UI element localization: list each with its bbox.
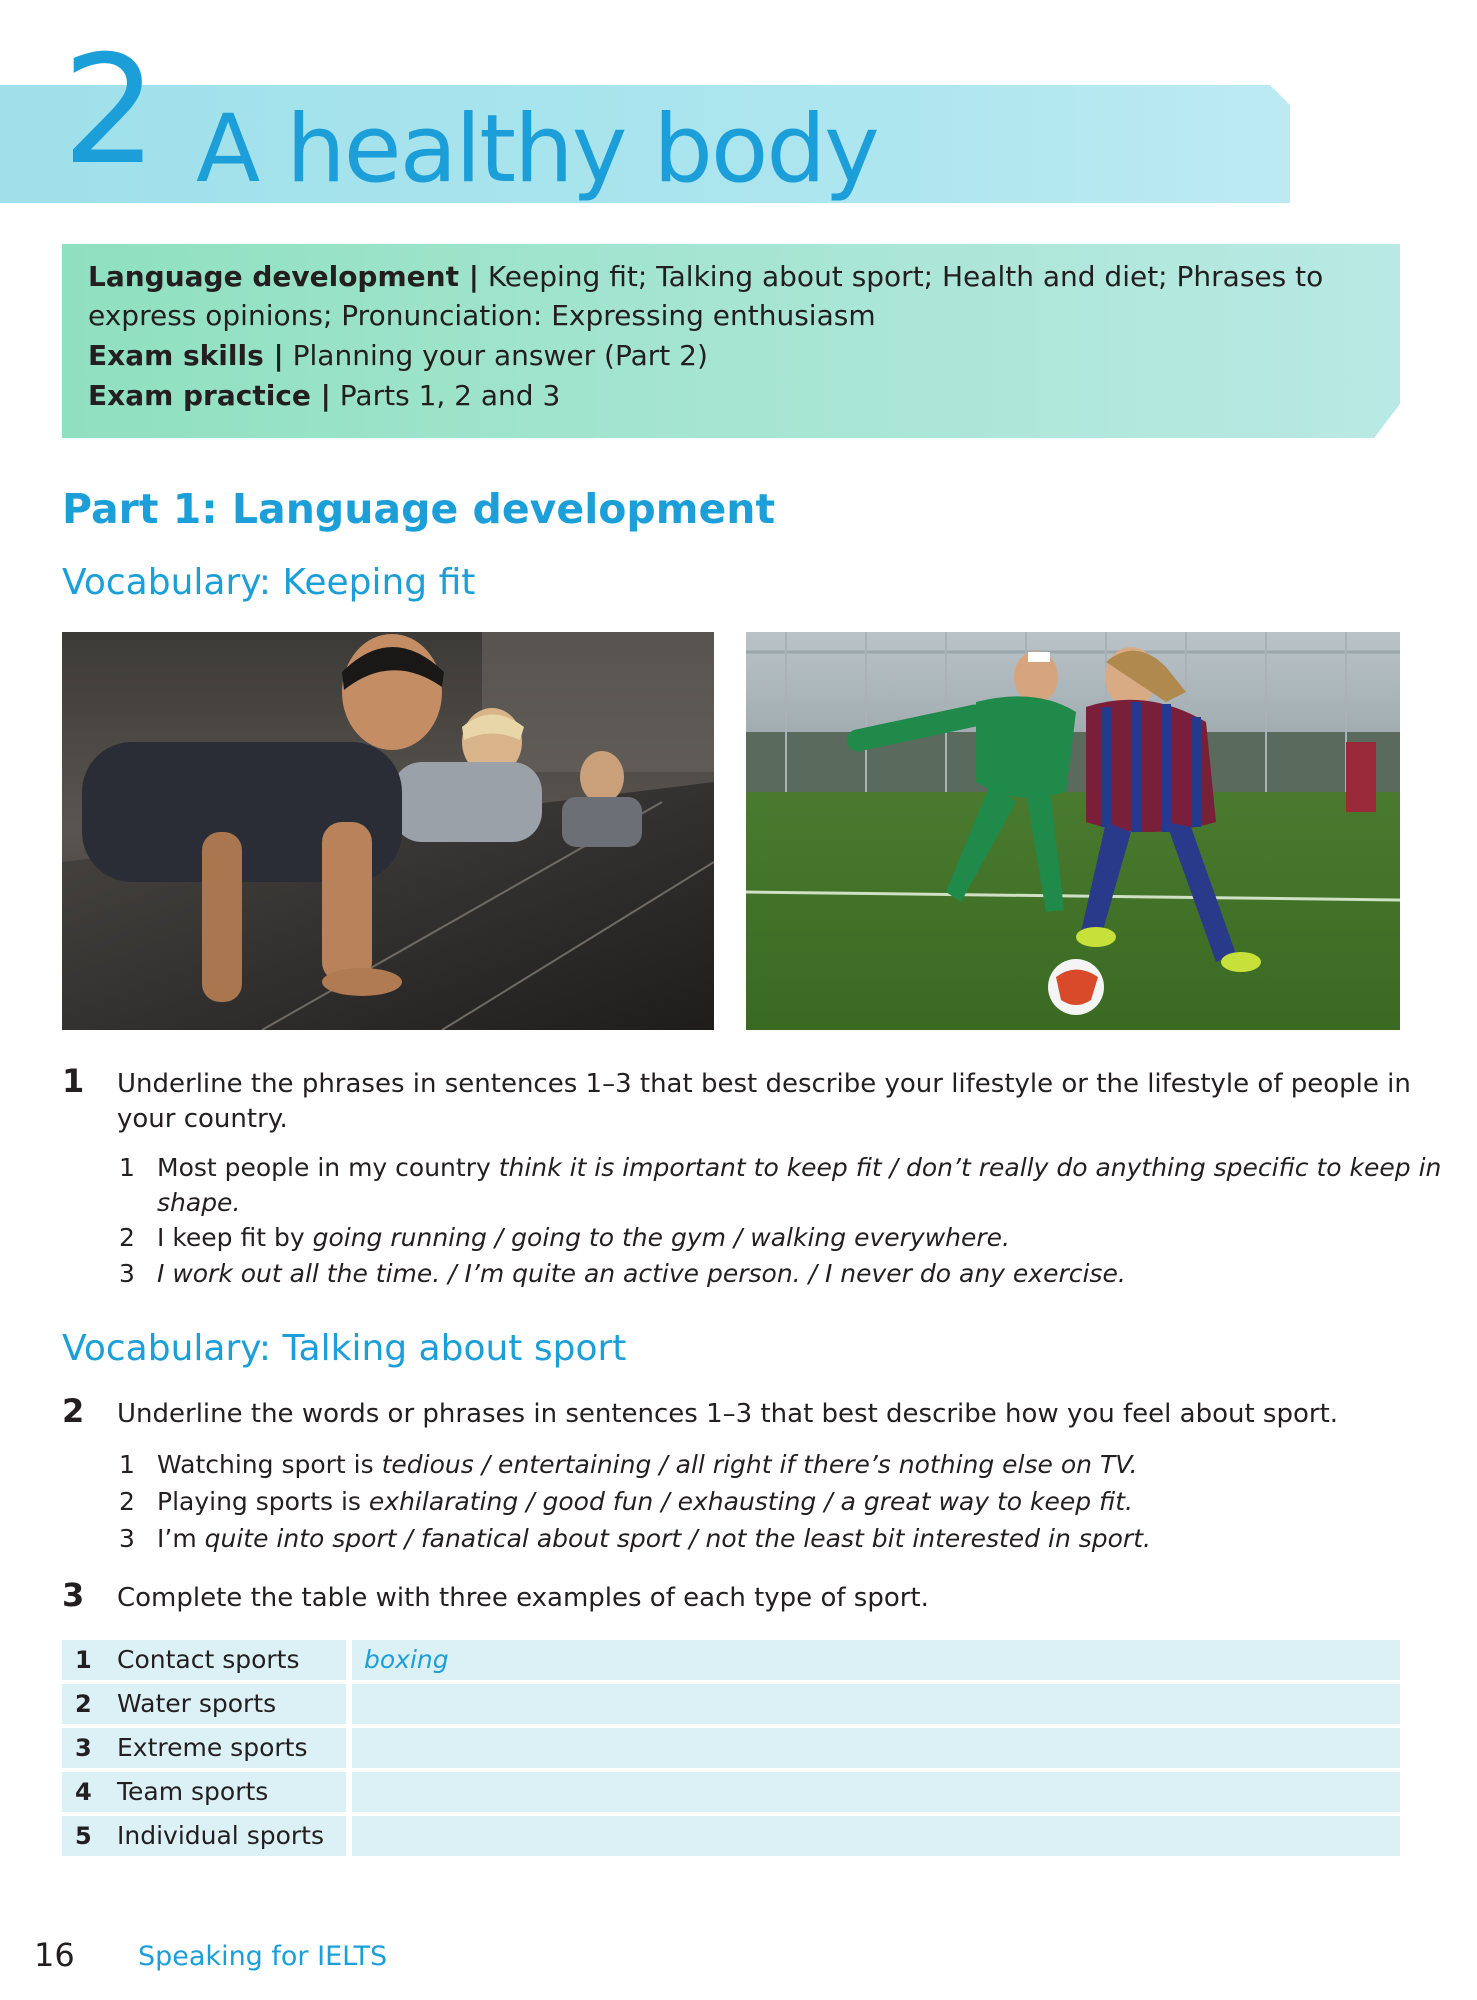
exercise-1-instruction: Underline the phrases in sentences 1–3 that best describe your lifestyle or the lifestyle of people in (117, 1069, 1411, 1099)
exercise-2-number: 2 (62, 1392, 85, 1430)
row-number: 4 (75, 1778, 92, 1806)
vocab-keeping-fit-heading: Vocabulary: Keeping fit (62, 562, 476, 603)
answer-cell-water[interactable] (352, 1684, 1400, 1724)
football-photo (746, 632, 1400, 1030)
exercise-3-instruction: Complete the table with three examples of each type of sport. (117, 1583, 929, 1613)
exercise-2-item-1: Watching sport is tedious / entertaining / all right if there’s nothing else on TV. (157, 1450, 1138, 1479)
exercise-1-item-3: I work out all the time. / I’m quite an active person. / I never do any exercise. (157, 1259, 1126, 1288)
part-heading: Part 1: Language development (62, 485, 776, 533)
row-number: 2 (75, 1690, 92, 1718)
exercise-1-item-2-number: 2 (119, 1223, 135, 1252)
exercise-1-item-3-number: 3 (119, 1259, 135, 1288)
exercise-1-item-2: I keep fit by going running / going to the gym / walking everywhere. (157, 1223, 1010, 1252)
answer-cell-contact[interactable] (352, 1640, 1400, 1680)
overview-line-exam-skills: Exam skills | Planning your answer (Part 2) (88, 339, 708, 372)
row-label: Team sports (117, 1777, 269, 1806)
exercise-1-item-1: Most people in my country think it is important to keep fit / don’t really do anything specific to keep in (157, 1153, 1442, 1182)
row-answer: boxing (364, 1645, 449, 1674)
answer-cell-team[interactable] (352, 1772, 1400, 1812)
exercise-1-item-1-cont: shape. (157, 1188, 241, 1217)
exercise-2-item-2: Playing sports is exhilarating / good fun / exhausting / a great way to keep fit. (157, 1487, 1133, 1516)
row-number: 3 (75, 1734, 92, 1762)
row-number: 1 (75, 1646, 92, 1674)
page-number: 16 (34, 1936, 75, 1974)
exercise-2-item-3-number: 3 (119, 1524, 135, 1553)
exercise-2-item-2-number: 2 (119, 1487, 135, 1516)
overview-line-language-cont: express opinions; Pronunciation: Expressing enthusiasm (88, 299, 876, 332)
exercise-2-item-3: I’m quite into sport / fanatical about sport / not the least bit interested in sport. (157, 1524, 1151, 1553)
overview-line-exam-practice: Exam practice | Parts 1, 2 and 3 (88, 379, 561, 412)
exercise-1-number: 1 (62, 1062, 85, 1100)
answer-cell-individual[interactable] (352, 1816, 1400, 1856)
exercise-2-item-1-number: 1 (119, 1450, 135, 1479)
vocab-talking-sport-heading: Vocabulary: Talking about sport (62, 1328, 627, 1369)
row-label: Extreme sports (117, 1733, 308, 1762)
book-title: Speaking for IELTS (138, 1941, 388, 1972)
row-number: 5 (75, 1822, 92, 1850)
chapter-number: 2 (62, 24, 154, 198)
exercise-3-number: 3 (62, 1576, 85, 1614)
answer-cell-extreme[interactable] (352, 1728, 1400, 1768)
exercise-2-instruction: Underline the words or phrases in sentences 1–3 that best describe how you feel about sport. (117, 1399, 1339, 1429)
overview-line-language: Language development | Keeping fit; Talking about sport; Health and diet; Phrases to (88, 260, 1324, 293)
row-label: Individual sports (117, 1821, 324, 1850)
chapter-title: A healthy body (196, 95, 878, 204)
row-label: Contact sports (117, 1645, 300, 1674)
exercise-1-instruction-cont: your country. (117, 1104, 288, 1134)
exercise-1-item-1-number: 1 (119, 1153, 135, 1182)
row-label: Water sports (117, 1689, 277, 1718)
pushups-photo (62, 632, 714, 1030)
